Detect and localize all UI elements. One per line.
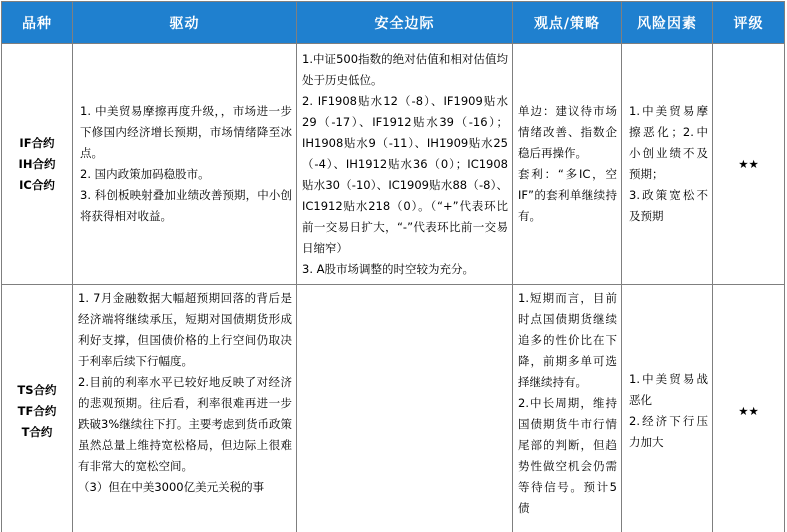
risk-point: 3.政策宽松不及预期 <box>629 188 708 223</box>
margin-point: 2. IF1908贴水12（-8）、IF1909贴水29（-17）、IF1912贴水39（-16）；IH1908贴水9（-11）、IH1909贴水25（-4）、IH1912贴水36（0）；IC1908贴水30（-10）、IC1909贴水88（-8）、IC1912贴水218（0）。（“+”代表环比前一交易日扩大，“-”代表环比前一交易日缩窄） <box>302 93 508 255</box>
product-name: TS合约 <box>17 382 57 397</box>
table-row-equity-futures <box>2 44 785 285</box>
driver-cell <box>73 285 297 532</box>
header-row <box>2 2 785 44</box>
product-name: IH合约 <box>18 156 56 171</box>
header-view: 观点/策略 <box>513 2 622 44</box>
margin-cell <box>297 44 513 285</box>
view-cell <box>513 285 622 532</box>
header-driver: 驱动 <box>73 2 297 44</box>
header-risk: 风险因素 <box>622 2 713 44</box>
header-product: 品种 <box>2 2 73 44</box>
view-point: 单边：建议待市场情绪改善、指数企稳后再操作。 <box>518 104 617 160</box>
product-name: IF合约 <box>19 135 55 150</box>
driver-point: 3. 科创板映射叠加业绩改善预期，中小创将获得相对收益。 <box>80 188 292 223</box>
driver-cell <box>73 44 297 285</box>
strategy-table <box>1 1 785 532</box>
risk-cell <box>622 44 713 285</box>
driver-point: （3）但在中美3000亿美元关税的事 <box>78 480 265 494</box>
product-cell <box>2 44 73 285</box>
risk-point: 1.中美贸易战恶化 <box>629 372 708 407</box>
table-row-bond-futures <box>2 285 785 532</box>
product-name: TF合约 <box>17 403 57 418</box>
view-point: 套利：“多IC，空IF”的套利单继续持有。 <box>518 167 617 223</box>
rating-cell <box>713 285 785 532</box>
view-point: 1.短期而言，目前时点国债期货继续追多的性价比在下降，前期多单可选择继续持有。 <box>518 291 617 389</box>
risk-point: 2.经济下行压力加大 <box>629 414 708 449</box>
risk-cell <box>622 285 713 532</box>
driver-point: 2. 国内政策加码稳股市。 <box>80 167 210 181</box>
driver-point: 2.目前的利率水平已较好地反映了对经济的悲观预期。往后看，利率很难再进一步跌破3%继续往下打。主要考虑到货币政策虽然总量上维持宽松格局，但边际上很难有非常大的宽松空间。 <box>78 375 292 473</box>
risk-point: 1.中美贸易摩擦恶化；2.中小创业绩不及预期； <box>629 104 708 181</box>
margin-point: 3. A股市场调整的时空较为充分。 <box>302 261 474 276</box>
product-name: IC合约 <box>19 177 55 192</box>
rating-cell <box>713 44 785 285</box>
header-rating: 评级 <box>713 2 785 44</box>
margin-cell-empty <box>297 285 513 532</box>
product-cell <box>2 285 73 532</box>
driver-point: 1. 中美贸易摩擦再度升级，，市场进一步下修国内经济增长预期，市场情绪降至冰点。 <box>80 104 292 160</box>
view-cell <box>513 44 622 285</box>
rating-stars: ★★ <box>738 156 759 171</box>
header-margin: 安全边际 <box>297 2 513 44</box>
rating-stars: ★★ <box>738 403 759 418</box>
margin-point: 1.中证500指数的绝对估值和相对估值均处于历史低位。 <box>302 51 508 87</box>
product-name: T合约 <box>21 424 53 439</box>
driver-point: 1. 7月金融数据大幅超预期回落的背后是经济端将继续承压，短期对国债期货形成利好支撑，但国债价格的上行空间仍取决于利率后续下行幅度。 <box>78 291 292 368</box>
view-point: 2.中长周期，维持国债期货牛市行情尾部的判断，但趋势性做空机会仍需等待信号。预计5债 <box>518 396 617 515</box>
